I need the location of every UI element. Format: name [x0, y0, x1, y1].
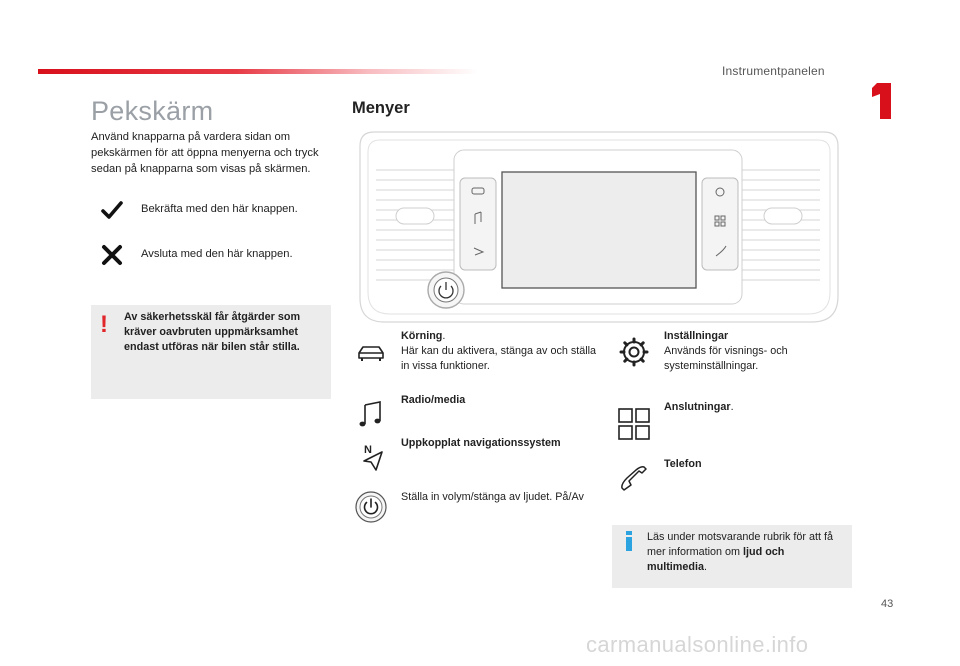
volume-desc: Ställa in volym/stänga av ljudet. På/Av [401, 491, 584, 503]
checkmark-icon [100, 198, 124, 222]
power-button-icon [354, 490, 388, 524]
dashboard-console-illustration [354, 126, 844, 326]
safety-warning-box [91, 305, 331, 399]
navigation-label: Uppkopplat navigationssystem [401, 437, 561, 449]
connections-period: . [730, 401, 734, 413]
phone-label: Telefon [664, 458, 702, 470]
settings-label: Inställningar [664, 330, 729, 342]
section-name: Instrumentpanelen [722, 64, 825, 78]
info-text: Läs under motsvarande rubrik för att få mer information om [647, 531, 834, 558]
info-bold-text: ljud och multimedia [647, 546, 785, 573]
settings-gear-icon [617, 335, 651, 369]
car-icon [354, 337, 388, 371]
info-period: . [704, 561, 707, 573]
navigation-north-letter: N [364, 444, 372, 456]
connections-label: Anslutningar [664, 401, 731, 413]
menus-title: Menyer [352, 99, 410, 117]
intro-text: Använd knapparna på vardera sidan om pekskärmen för att öppna menyerna och tryck sedan på knapparna som visas på skärmen. [91, 131, 319, 175]
cancel-text: Avsluta med den här knappen. [141, 248, 293, 260]
driving-label: Körning [401, 330, 443, 342]
header-red-bar [38, 69, 478, 74]
safety-warning-text: Av säkerhetsskäl får åtgärder som kräver oavbruten uppmärksamhet endast utföras när bilen står stilla. [124, 311, 301, 353]
music-note-icon [354, 397, 388, 431]
page-number: 43 [881, 598, 894, 610]
watermark: carmanualsonline.info [586, 632, 809, 657]
phone-handset-icon [617, 462, 651, 496]
driving-period: . [442, 330, 446, 342]
radio-label: Radio/media [401, 394, 466, 406]
driving-desc: Här kan du aktivera, stänga av och ställa in vissa funktioner. [401, 345, 597, 372]
confirm-text: Bekräfta med den här knappen. [141, 203, 298, 215]
warning-icon: ! [100, 311, 108, 338]
chapter-number [868, 80, 894, 122]
info-box [612, 525, 852, 588]
settings-desc: Används för visnings- och systeminställningar. [664, 345, 788, 372]
cross-icon [100, 243, 124, 267]
grid-apps-icon [617, 407, 651, 441]
page-title: Pekskärm [91, 96, 214, 126]
info-icon [624, 531, 634, 551]
